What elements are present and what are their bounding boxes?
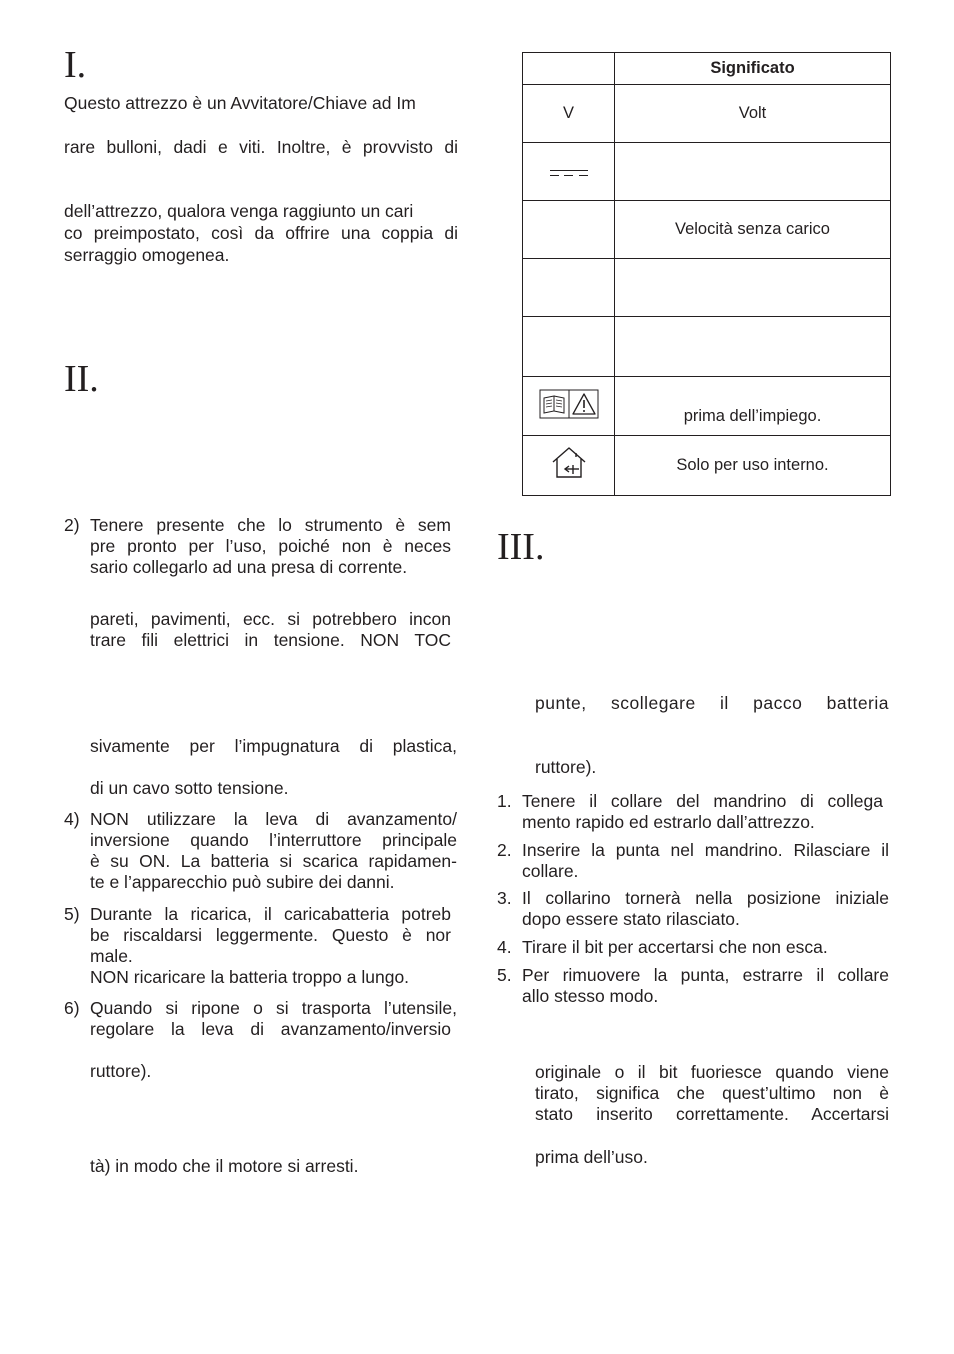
intro-line: serraggio omogenea. — [64, 245, 230, 265]
step-line: allo stesso modo. — [522, 986, 659, 1006]
list-item-line: be riscaldarsi leggermente. Questo è nor — [90, 925, 451, 945]
intro-line: Questo attrezzo è un Avvitatore/Chiave ad Im — [64, 93, 416, 113]
list-item-line: sivamente per l’impugnatura di plastica, — [90, 736, 457, 756]
symbol-cell — [523, 377, 615, 436]
list-number: 4) — [64, 809, 80, 829]
table-header-cell: Significato — [615, 53, 891, 85]
list-item-line: sario collegarlo ad una presa di corrente. — [90, 557, 408, 577]
step-line: Per rimuovere la punta, estrarre il collare — [522, 965, 889, 985]
direct-current-icon — [550, 170, 588, 176]
table-row — [523, 201, 891, 259]
meaning-cell: Solo per uso interno. — [615, 436, 891, 496]
step-number: 2. — [497, 840, 512, 860]
symbol-cell — [523, 201, 615, 259]
intro-line: dell’attrezzo, qualora venga raggiunto un cari — [64, 201, 414, 221]
step-number: 5. — [497, 965, 512, 985]
list-item-line: Durante la ricarica, il caricabatteria potreb — [90, 904, 451, 924]
list-item-line: di un cavo sotto tensione. — [90, 778, 289, 798]
table-row — [523, 85, 891, 143]
meaning-cell: Volt — [615, 85, 891, 143]
step-line: Tenere il collare del mandrino di collega — [522, 791, 883, 811]
note-line: prima dell’uso. — [535, 1147, 648, 1167]
list-item-line: tà) in modo che il motore si arresti. — [90, 1156, 359, 1176]
list-number: 6) — [64, 998, 80, 1018]
meaning-cell: prima dell’impiego. — [615, 377, 891, 436]
section-heading-3: III. — [497, 526, 545, 568]
symbol-cell — [523, 259, 615, 317]
meaning-cell — [615, 259, 891, 317]
list-number: 5) — [64, 904, 80, 924]
step-line: dopo essere stato rilasciato. — [522, 909, 740, 929]
step-line: Inserire la punta nel mandrino. Rilasciare il — [522, 840, 889, 860]
table-header-row — [523, 53, 891, 85]
list-item-line: te e l’apparecchio può subire dei danni. — [90, 872, 395, 892]
step-line: Il collarino tornerà nella posizione iniziale — [522, 888, 889, 908]
section-heading-1: I. — [64, 44, 87, 86]
indoor-use-icon — [549, 445, 589, 481]
read-manual-warning-icon — [539, 389, 599, 419]
paragraph-line: ruttore). — [535, 757, 597, 777]
step-number: 4. — [497, 937, 512, 957]
table-row — [523, 143, 891, 201]
intro-line: rare bulloni, dadi e viti. Inoltre, è provvisto di — [64, 137, 458, 157]
table-row — [523, 259, 891, 317]
symbol-cell — [523, 143, 615, 201]
list-item-line: ruttore). — [90, 1061, 152, 1081]
symbol-cell — [523, 436, 615, 496]
section-heading-2: II. — [64, 358, 99, 400]
table-row — [523, 317, 891, 377]
note-line: originale o il bit fuoriesce quando viene — [535, 1062, 889, 1082]
meaning-cell: Velocità senza carico — [615, 201, 891, 259]
symbol-table — [522, 52, 891, 496]
step-number: 1. — [497, 791, 512, 811]
intro-line: co preimpostato, così da offrire una coppia di — [64, 223, 458, 243]
list-item-line: regolare la leva di avanzamento/inversio — [90, 1019, 451, 1039]
list-item-line: NON ricaricare la batteria troppo a lungo. — [90, 967, 410, 987]
symbol-cell — [523, 317, 615, 377]
table-row — [523, 377, 891, 436]
symbol-cell: V — [523, 85, 615, 143]
list-item-line: trare fili elettrici in tensione. NON TOC — [90, 630, 451, 650]
list-item-line: Quando si ripone o si trasporta l’utensile, — [90, 998, 457, 1018]
list-item-line: NON utilizzare la leva di avanzamento/ — [90, 809, 457, 829]
note-line: stato inserito correttamente. Accertarsi — [535, 1104, 889, 1124]
meaning-cell — [615, 143, 891, 201]
list-number: 2) — [64, 515, 80, 535]
step-line: mento rapido ed estrarlo dall’attrezzo. — [522, 812, 815, 832]
list-item-line: male. — [90, 946, 133, 966]
list-item-line: Tenere presente che lo strumento è sem — [90, 515, 451, 535]
meaning-cell — [615, 317, 891, 377]
list-item-line: inversione quando l’interruttore principale — [90, 830, 457, 850]
list-item-line: è su ON. La batteria si scarica rapidamen- — [90, 851, 457, 871]
note-line: tirato, significa che quest’ultimo non è — [535, 1083, 889, 1103]
paragraph-line: punte, scollegare il pacco batteria — [535, 693, 889, 713]
step-line: Tirare il bit per accertarsi che non esca. — [522, 937, 828, 957]
table-row — [523, 436, 891, 496]
list-item-line: pre pronto per l’uso, poiché non è neces — [90, 536, 451, 556]
step-number: 3. — [497, 888, 512, 908]
step-line: collare. — [522, 861, 579, 881]
table-header-cell — [523, 53, 615, 85]
list-item-line: pareti, pavimenti, ecc. si potrebbero incon — [90, 609, 451, 629]
